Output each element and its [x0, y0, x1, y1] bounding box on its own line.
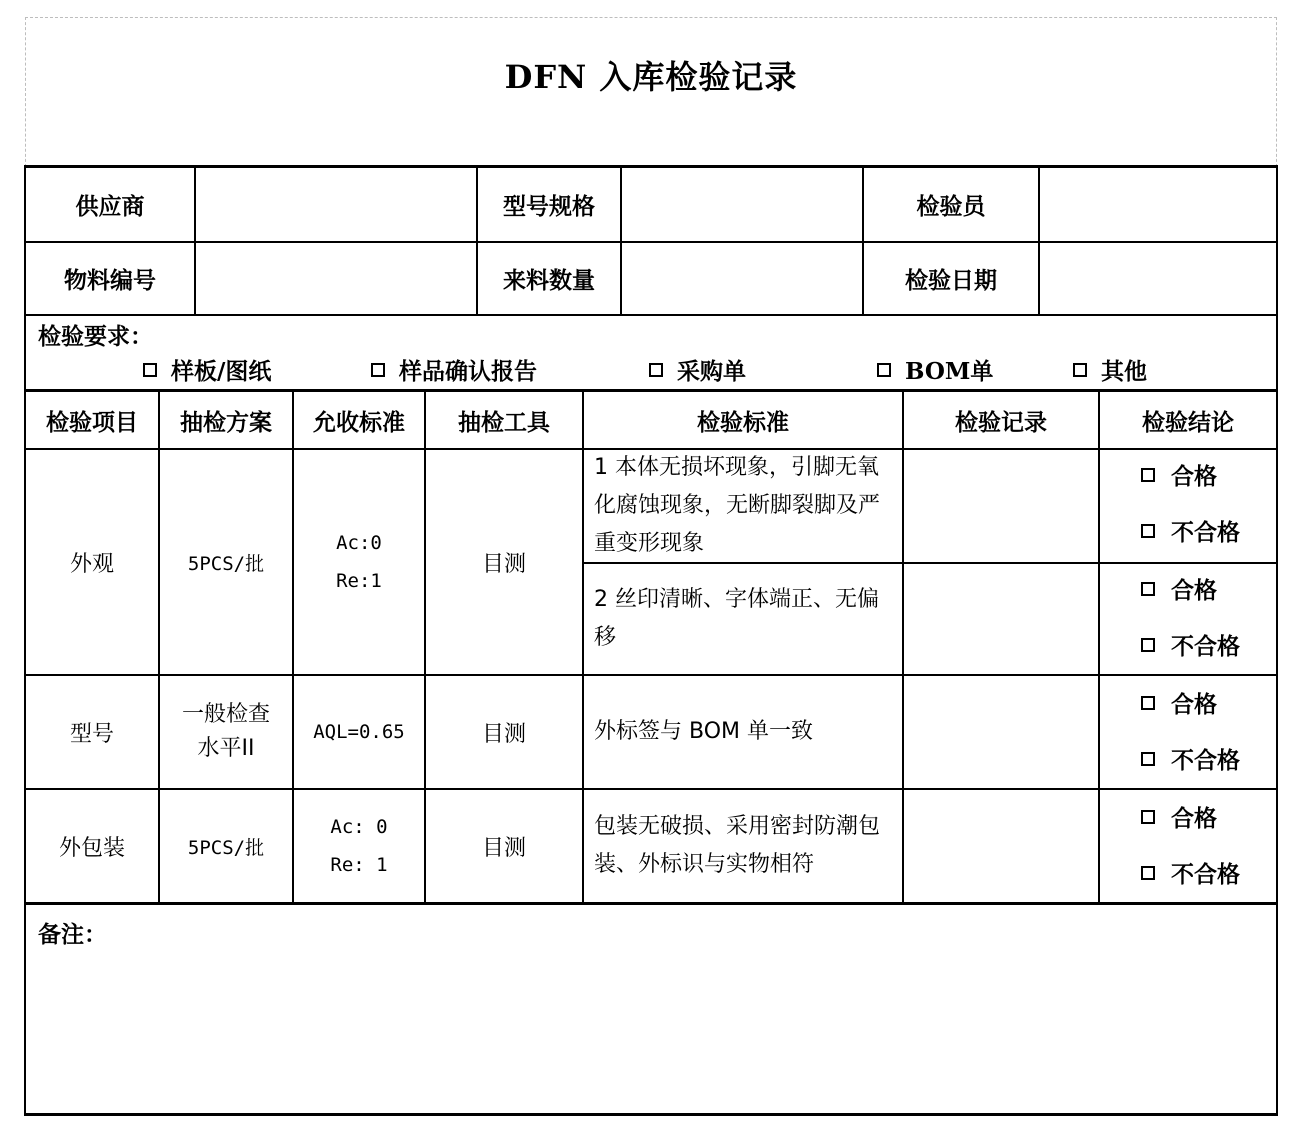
- row-model-tool: 目测: [481, 721, 526, 747]
- requirement-option-label: 采购单: [677, 359, 746, 385]
- inspector-label: 检验员: [916, 193, 986, 220]
- inspect-date-field[interactable]: [1040, 243, 1276, 314]
- row-model-sampling: [160, 676, 292, 788]
- supplier-field[interactable]: [196, 167, 476, 241]
- checkbox-icon[interactable]: [1141, 696, 1155, 710]
- row-appearance-sampling: 5PCS/批: [187, 552, 265, 575]
- supplier-label: 供应商: [75, 193, 145, 220]
- material-no-label: 物料编号: [64, 268, 156, 294]
- material-no-field[interactable]: [196, 243, 476, 314]
- row-packaging-acceptance: [294, 790, 424, 902]
- row-packaging-tool: 目测: [481, 835, 526, 861]
- checkbox-icon[interactable]: [371, 363, 385, 377]
- row-appearance-item: 外观: [69, 551, 114, 577]
- checkbox-icon[interactable]: [1073, 363, 1087, 377]
- incoming-qty-field[interactable]: [622, 243, 862, 314]
- row-packaging-standard: 包装无破损、采用密封防潮包装、外标识与实物相符: [594, 814, 881, 877]
- row-model-item: 型号: [69, 721, 114, 747]
- verdict-pass-4[interactable]: [1141, 800, 1217, 833]
- table-border-bottom: [24, 1113, 1278, 1116]
- verdict-pass-label: 合格: [1171, 578, 1217, 604]
- row-packaging-record[interactable]: [904, 790, 1098, 902]
- row-packaging-item: 外包装: [58, 835, 125, 861]
- remarks-label: 备注：: [38, 922, 107, 948]
- checkbox-icon[interactable]: [1141, 582, 1155, 596]
- checkbox-icon[interactable]: [1141, 524, 1155, 538]
- column-header-standard: 检验标准: [697, 409, 789, 436]
- inspect-date-label: 检验日期: [905, 268, 997, 294]
- checkbox-icon[interactable]: [877, 363, 891, 377]
- row-appearance-standard-1: 1 本体无损坏现象，引脚无氧化腐蚀现象，无断脚裂脚及严重变形现象: [594, 455, 881, 556]
- column-header-sampling: 抽检方案: [180, 409, 272, 436]
- requirement-option-bom[interactable]: [877, 353, 993, 386]
- model-spec-label: 型号规格: [503, 193, 595, 220]
- column-header-acceptance: 允收标准: [313, 409, 405, 436]
- verdict-pass-2[interactable]: [1141, 572, 1217, 605]
- accept-ac: Ac: 0: [330, 816, 388, 838]
- row-appearance-standard-2: 2 丝印清晰、字体端正、无偏移: [594, 587, 879, 650]
- sampling-line: 一般检查: [181, 702, 270, 727]
- verdict-fail-1[interactable]: [1141, 514, 1240, 547]
- requirement-option-label: 样品确认报告: [399, 359, 537, 385]
- requirement-option-drawing[interactable]: [143, 353, 271, 386]
- verdict-pass-label: 合格: [1171, 806, 1217, 832]
- column-header-tool: 抽检工具: [458, 409, 550, 436]
- checkbox-icon[interactable]: [649, 363, 663, 377]
- grid-line: [24, 902, 1278, 905]
- checkbox-icon[interactable]: [1141, 752, 1155, 766]
- row-appearance-acceptance: [294, 450, 424, 674]
- sampling-line: 水平II: [197, 736, 255, 761]
- column-header-conclusion: 检验结论: [1142, 409, 1234, 436]
- verdict-pass-1[interactable]: [1141, 458, 1217, 491]
- requirement-option-sample-report[interactable]: [371, 353, 537, 386]
- grid-line: [24, 314, 1278, 316]
- verdict-pass-label: 合格: [1171, 692, 1217, 718]
- checkbox-icon[interactable]: [143, 363, 157, 377]
- requirement-option-label: 其他: [1101, 359, 1147, 385]
- verdict-fail-label: 不合格: [1171, 748, 1240, 774]
- grid-line: [1098, 390, 1100, 903]
- row-appearance-tool: 目测: [481, 551, 526, 577]
- accept-re: Re: 1: [330, 854, 388, 876]
- verdict-fail-4[interactable]: [1141, 856, 1240, 889]
- row-appearance-record-2[interactable]: [904, 564, 1098, 674]
- incoming-qty-label: 来料数量: [503, 268, 595, 294]
- requirement-option-other[interactable]: [1073, 353, 1147, 386]
- verdict-fail-2[interactable]: [1141, 628, 1240, 661]
- verdict-pass-label: 合格: [1171, 464, 1217, 490]
- verdict-pass-3[interactable]: [1141, 686, 1217, 719]
- requirement-option-label: 样板/图纸: [171, 359, 272, 385]
- verdict-fail-label: 不合格: [1171, 634, 1240, 660]
- row-appearance-record-1[interactable]: [904, 450, 1098, 562]
- row-model-acceptance: AQL=0.65: [313, 721, 405, 743]
- requirement-option-label: BOM单: [905, 358, 994, 385]
- requirement-option-purchase-order[interactable]: [649, 353, 746, 386]
- checkbox-icon[interactable]: [1141, 866, 1155, 880]
- accept-re: Re:1: [336, 570, 382, 592]
- row-packaging-sampling: 5PCS/批: [187, 836, 265, 859]
- checkbox-icon[interactable]: [1141, 810, 1155, 824]
- model-spec-field[interactable]: [622, 167, 862, 241]
- table-border-right: [1276, 165, 1278, 1116]
- column-header-record: 检验记录: [955, 409, 1047, 436]
- title-area: [25, 17, 1277, 167]
- inspector-field[interactable]: [1040, 167, 1276, 241]
- checkbox-icon[interactable]: [1141, 638, 1155, 652]
- document-title: DFN 入库检验记录: [504, 58, 798, 96]
- column-header-item: 检验项目: [46, 409, 138, 436]
- row-model-record[interactable]: [904, 676, 1098, 788]
- row-model-standard: 外标签与 BOM 单一致: [594, 719, 813, 744]
- verdict-fail-3[interactable]: [1141, 742, 1240, 775]
- requirements-label: 检验要求：: [38, 324, 153, 350]
- remarks-field[interactable]: [26, 950, 1276, 1112]
- verdict-fail-label: 不合格: [1171, 520, 1240, 546]
- accept-ac: Ac:0: [336, 532, 382, 554]
- checkbox-icon[interactable]: [1141, 468, 1155, 482]
- verdict-fail-label: 不合格: [1171, 862, 1240, 888]
